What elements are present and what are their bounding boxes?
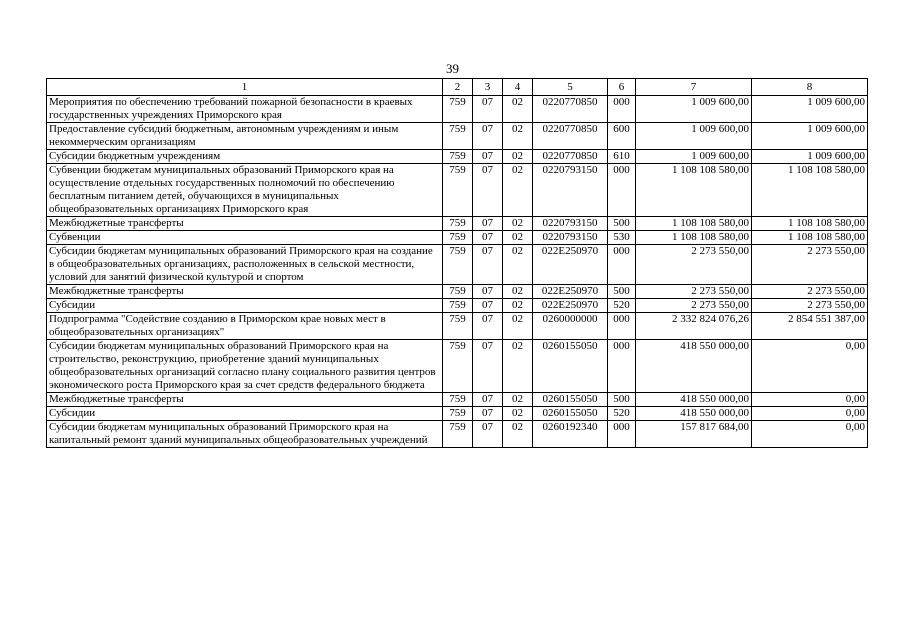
code-target-article: 0260155050 xyxy=(533,393,608,407)
column-header: 5 xyxy=(533,79,608,96)
row-description: Мероприятия по обеспечению требований пожарной безопасности в краевых государственных учреждениях Приморского края xyxy=(47,96,443,123)
code-target-article: 0260155050 xyxy=(533,407,608,421)
code-target-article: 0260192340 xyxy=(533,421,608,448)
code-section: 07 xyxy=(473,299,503,313)
code-section: 07 xyxy=(473,285,503,299)
code-expense-type: 530 xyxy=(608,231,636,245)
code-section: 07 xyxy=(473,245,503,285)
code-ministry: 759 xyxy=(443,299,473,313)
amount-year-1: 1 108 108 580,00 xyxy=(636,164,752,217)
code-ministry: 759 xyxy=(443,245,473,285)
code-ministry: 759 xyxy=(443,285,473,299)
code-ministry: 759 xyxy=(443,164,473,217)
row-description: Субвенции бюджетам муниципальных образований Приморского края на осуществление отдельных государственных полномочий по обеспечению бесплатным питанием детей, обучающихся в муниципальных общеобразовательных организациях Приморского края xyxy=(47,164,443,217)
column-header: 8 xyxy=(752,79,868,96)
code-subsection: 02 xyxy=(503,285,533,299)
row-description: Подпрограмма "Содействие созданию в Приморском крае новых мест в общеобразовательных организациях" xyxy=(47,313,443,340)
code-subsection: 02 xyxy=(503,164,533,217)
code-section: 07 xyxy=(473,123,503,150)
code-subsection: 02 xyxy=(503,313,533,340)
code-expense-type: 500 xyxy=(608,217,636,231)
page-number: 39 xyxy=(446,61,459,76)
code-section: 07 xyxy=(473,231,503,245)
amount-year-2: 0,00 xyxy=(752,393,868,407)
code-ministry: 759 xyxy=(443,123,473,150)
row-description: Межбюджетные трансферты xyxy=(47,393,443,407)
row-description: Межбюджетные трансферты xyxy=(47,285,443,299)
code-ministry: 759 xyxy=(443,393,473,407)
code-expense-type: 000 xyxy=(608,313,636,340)
code-section: 07 xyxy=(473,340,503,393)
row-description: Субсидии бюджетам муниципальных образований Приморского края на капитальный ремонт зданий муниципальных общеобразовательных учреждений xyxy=(47,421,443,448)
budget-table xyxy=(46,78,868,448)
amount-year-2: 2 273 550,00 xyxy=(752,299,868,313)
code-target-article: 0220793150 xyxy=(533,217,608,231)
amount-year-1: 418 550 000,00 xyxy=(636,340,752,393)
code-subsection: 02 xyxy=(503,393,533,407)
row-description: Субсидии xyxy=(47,407,443,421)
code-ministry: 759 xyxy=(443,96,473,123)
code-expense-type: 000 xyxy=(608,164,636,217)
amount-year-1: 1 108 108 580,00 xyxy=(636,231,752,245)
code-subsection: 02 xyxy=(503,245,533,285)
code-section: 07 xyxy=(473,313,503,340)
code-subsection: 02 xyxy=(503,407,533,421)
amount-year-2: 1 009 600,00 xyxy=(752,123,868,150)
amount-year-1: 157 817 684,00 xyxy=(636,421,752,448)
row-description: Субвенции xyxy=(47,231,443,245)
code-expense-type: 520 xyxy=(608,407,636,421)
table-row xyxy=(47,340,868,393)
amount-year-2: 2 273 550,00 xyxy=(752,285,868,299)
amount-year-1: 2 332 824 076,26 xyxy=(636,313,752,340)
code-expense-type: 600 xyxy=(608,123,636,150)
row-description: Субсидии бюджетам муниципальных образований Приморского края на строительство, реконструкцию, приобретение зданий муниципальных общеобразовательных организаций согласно плану социального развития центров экономического роста Приморского края за счет средств федерального бюджета xyxy=(47,340,443,393)
table-row xyxy=(47,217,868,231)
amount-year-2: 1 108 108 580,00 xyxy=(752,217,868,231)
code-ministry: 759 xyxy=(443,407,473,421)
code-expense-type: 500 xyxy=(608,285,636,299)
amount-year-2: 0,00 xyxy=(752,340,868,393)
code-ministry: 759 xyxy=(443,231,473,245)
table-row xyxy=(47,421,868,448)
amount-year-1: 1 009 600,00 xyxy=(636,96,752,123)
code-subsection: 02 xyxy=(503,421,533,448)
table-row xyxy=(47,407,868,421)
code-ministry: 759 xyxy=(443,313,473,340)
amount-year-2: 2 273 550,00 xyxy=(752,245,868,285)
code-target-article: 0220770850 xyxy=(533,123,608,150)
code-section: 07 xyxy=(473,164,503,217)
table-row xyxy=(47,123,868,150)
column-header: 4 xyxy=(503,79,533,96)
code-target-article: 022E250970 xyxy=(533,285,608,299)
code-ministry: 759 xyxy=(443,421,473,448)
code-ministry: 759 xyxy=(443,340,473,393)
table-row xyxy=(47,299,868,313)
code-expense-type: 000 xyxy=(608,96,636,123)
code-expense-type: 000 xyxy=(608,340,636,393)
row-description: Субсидии бюджетным учреждениям xyxy=(47,150,443,164)
code-subsection: 02 xyxy=(503,231,533,245)
table-row xyxy=(47,313,868,340)
code-target-article: 022E250970 xyxy=(533,245,608,285)
code-section: 07 xyxy=(473,96,503,123)
code-section: 07 xyxy=(473,150,503,164)
table-row xyxy=(47,231,868,245)
code-subsection: 02 xyxy=(503,299,533,313)
amount-year-1: 1 108 108 580,00 xyxy=(636,217,752,231)
amount-year-1: 418 550 000,00 xyxy=(636,393,752,407)
code-subsection: 02 xyxy=(503,150,533,164)
code-subsection: 02 xyxy=(503,217,533,231)
amount-year-2: 0,00 xyxy=(752,407,868,421)
amount-year-2: 1 009 600,00 xyxy=(752,96,868,123)
code-subsection: 02 xyxy=(503,96,533,123)
table-row xyxy=(47,245,868,285)
amount-year-1: 418 550 000,00 xyxy=(636,407,752,421)
code-target-article: 0220770850 xyxy=(533,150,608,164)
table-row xyxy=(47,164,868,217)
amount-year-2: 1 009 600,00 xyxy=(752,150,868,164)
code-expense-type: 520 xyxy=(608,299,636,313)
code-target-article: 0220770850 xyxy=(533,96,608,123)
code-subsection: 02 xyxy=(503,123,533,150)
row-description: Межбюджетные трансферты xyxy=(47,217,443,231)
code-target-article: 0220793150 xyxy=(533,164,608,217)
amount-year-1: 1 009 600,00 xyxy=(636,123,752,150)
code-expense-type: 000 xyxy=(608,245,636,285)
amount-year-1: 2 273 550,00 xyxy=(636,285,752,299)
amount-year-1: 1 009 600,00 xyxy=(636,150,752,164)
table-row xyxy=(47,96,868,123)
code-section: 07 xyxy=(473,217,503,231)
code-ministry: 759 xyxy=(443,150,473,164)
table-row xyxy=(47,393,868,407)
code-ministry: 759 xyxy=(443,217,473,231)
row-description: Предоставление субсидий бюджетным, автономным учреждениям и иным некоммерческим организациям xyxy=(47,123,443,150)
code-section: 07 xyxy=(473,393,503,407)
table-row xyxy=(47,285,868,299)
column-header: 6 xyxy=(608,79,636,96)
amount-year-1: 2 273 550,00 xyxy=(636,299,752,313)
code-target-article: 0260000000 xyxy=(533,313,608,340)
header-row xyxy=(47,79,868,96)
amount-year-2: 2 854 551 387,00 xyxy=(752,313,868,340)
amount-year-2: 0,00 xyxy=(752,421,868,448)
code-target-article: 0220793150 xyxy=(533,231,608,245)
code-target-article: 022E250970 xyxy=(533,299,608,313)
amount-year-2: 1 108 108 580,00 xyxy=(752,231,868,245)
column-header: 1 xyxy=(47,79,443,96)
code-expense-type: 610 xyxy=(608,150,636,164)
row-description: Субсидии xyxy=(47,299,443,313)
code-section: 07 xyxy=(473,421,503,448)
amount-year-2: 1 108 108 580,00 xyxy=(752,164,868,217)
column-header: 2 xyxy=(443,79,473,96)
code-expense-type: 500 xyxy=(608,393,636,407)
column-header: 3 xyxy=(473,79,503,96)
table-row xyxy=(47,150,868,164)
code-subsection: 02 xyxy=(503,340,533,393)
amount-year-1: 2 273 550,00 xyxy=(636,245,752,285)
row-description: Субсидии бюджетам муниципальных образований Приморского края на создание в общеобразовательных организациях, расположенных в сельской местности, условий для занятий физической культурой и спортом xyxy=(47,245,443,285)
code-section: 07 xyxy=(473,407,503,421)
column-header: 7 xyxy=(636,79,752,96)
code-expense-type: 000 xyxy=(608,421,636,448)
code-target-article: 0260155050 xyxy=(533,340,608,393)
